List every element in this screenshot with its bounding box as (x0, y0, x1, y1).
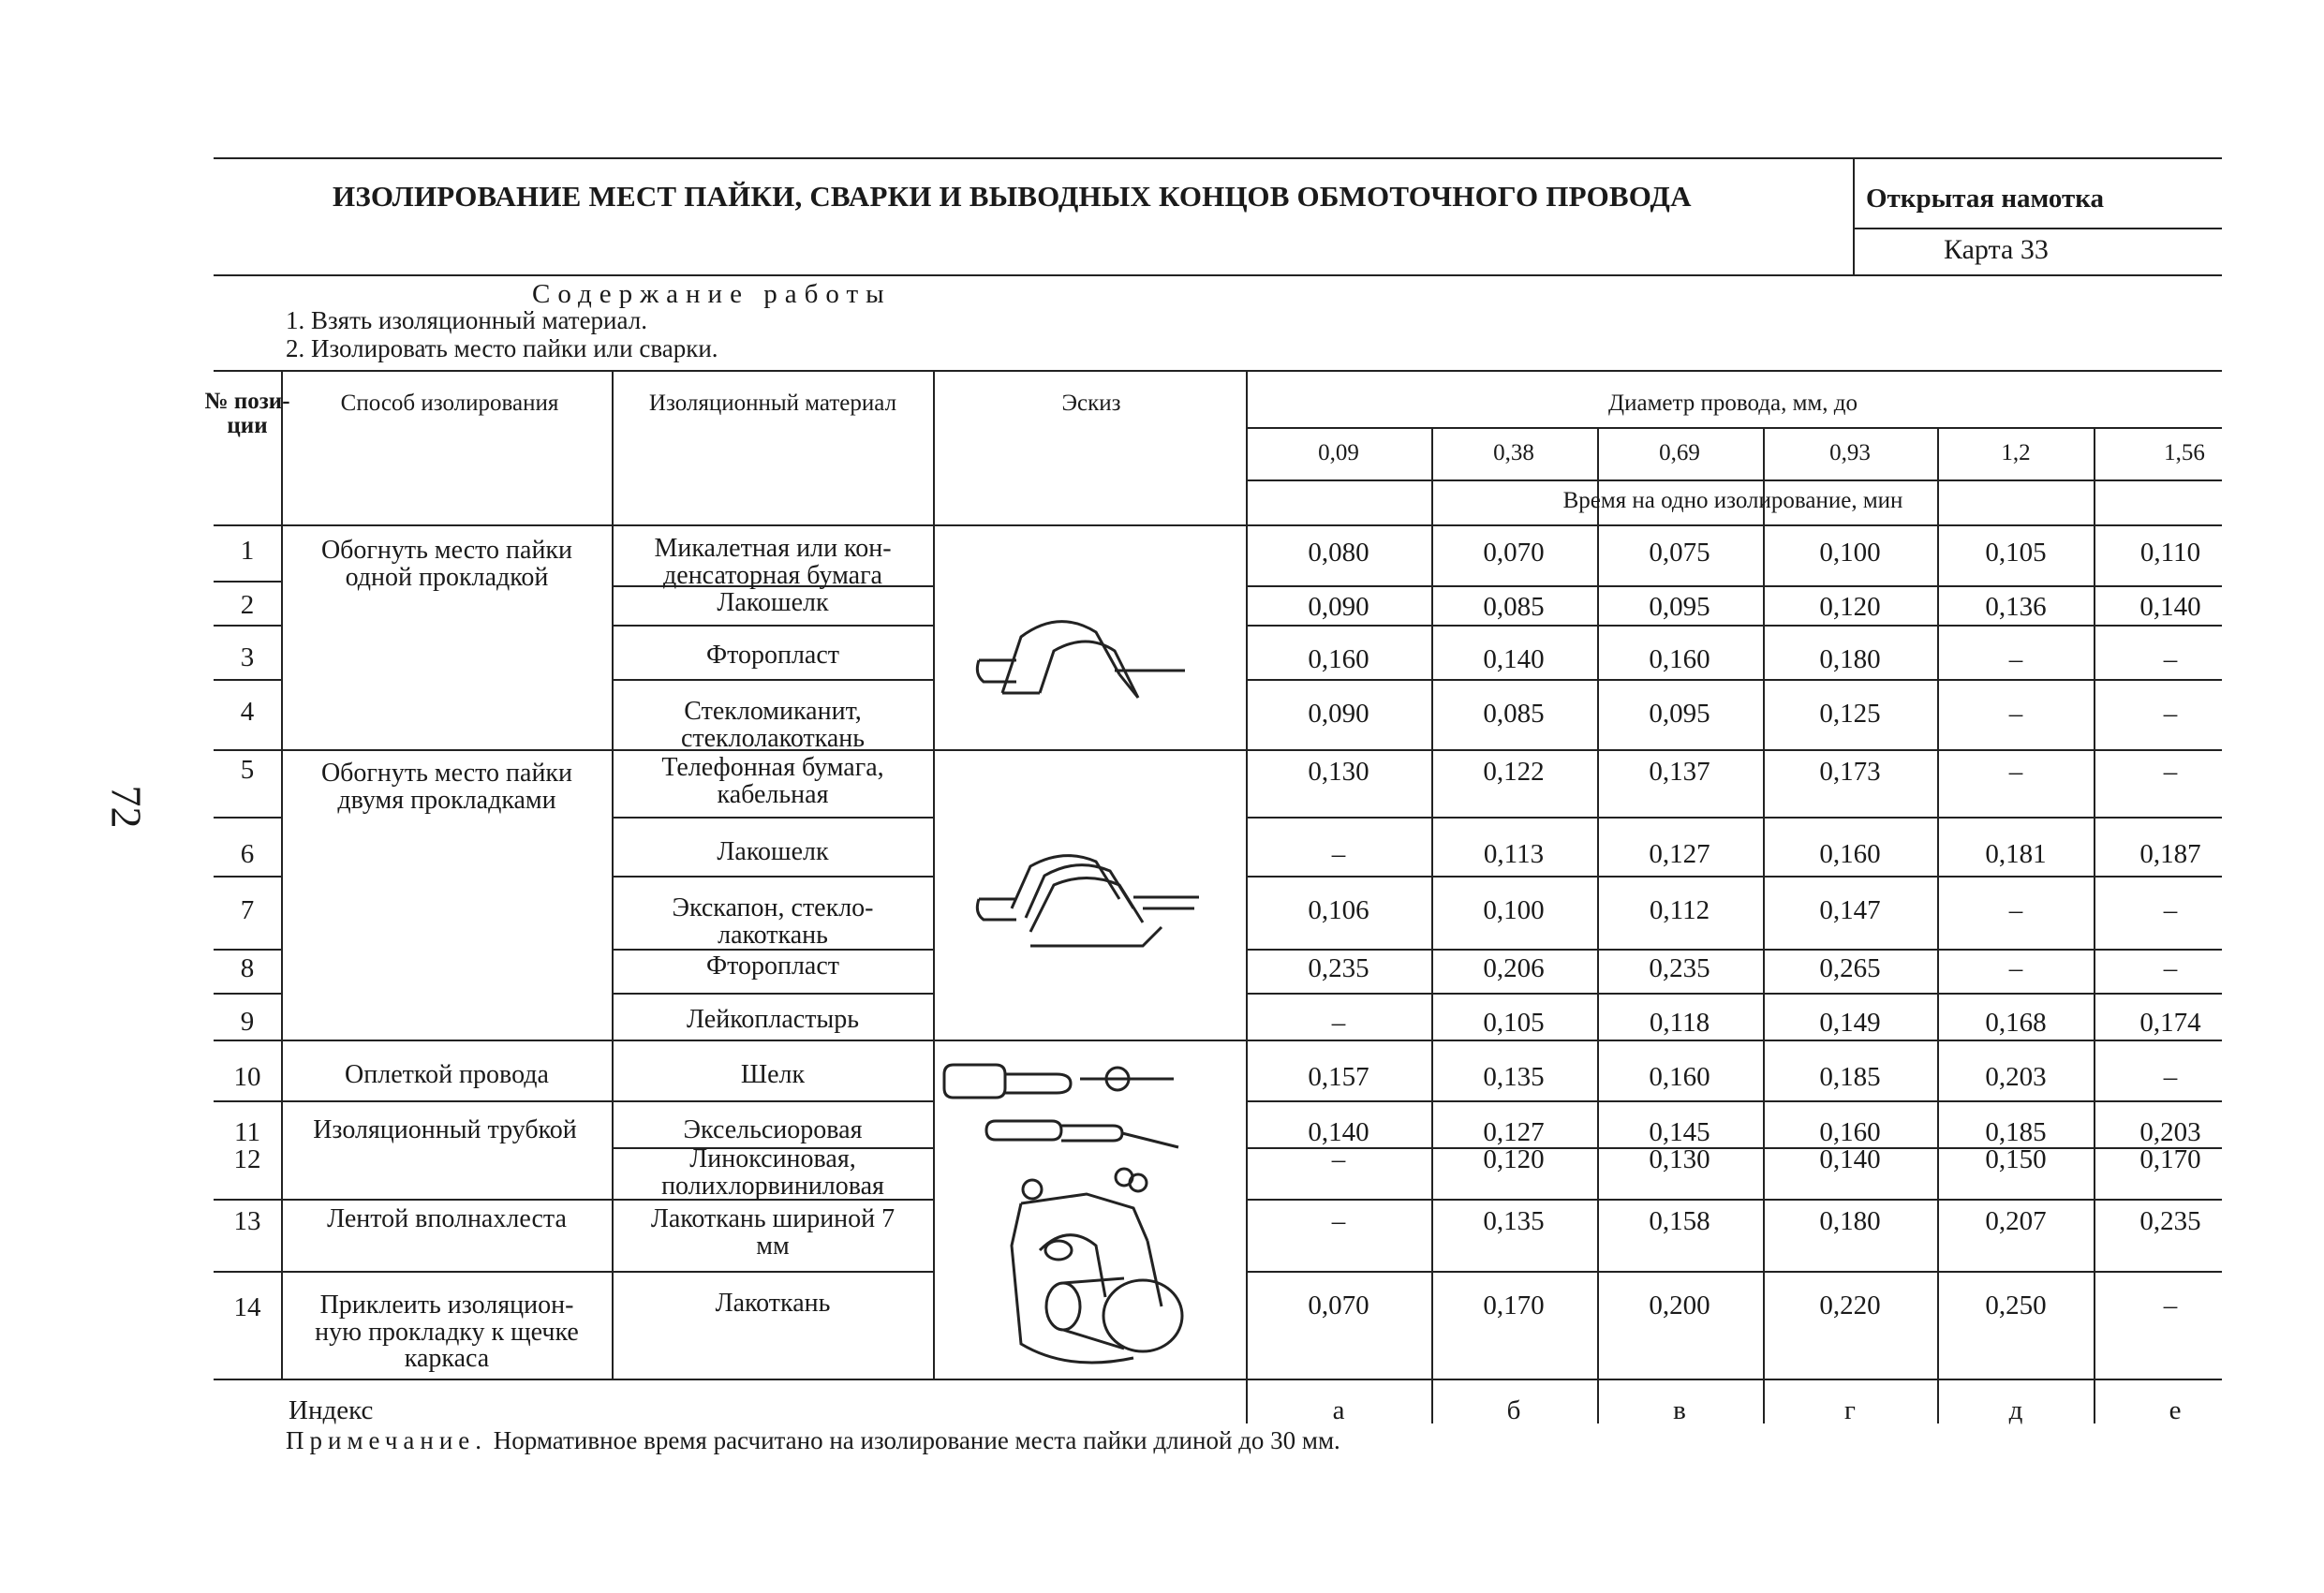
header-position: № пози- ции (204, 389, 290, 439)
time-value: 0,200 (1649, 1291, 1710, 1320)
material-cell: Микалетная или кон- денсаторная бумага (654, 534, 892, 590)
position-number: 9 (240, 1007, 255, 1037)
row-rule (612, 1040, 933, 1041)
time-value: 0,127 (1649, 839, 1710, 869)
row-rule (1246, 817, 2222, 819)
row-rule (1246, 625, 2222, 627)
time-value: 0,173 (1819, 757, 1881, 787)
time-value: 0,095 (1649, 592, 1710, 622)
method-cell: Изоляционный трубкой (313, 1115, 577, 1144)
row-rule (281, 1100, 612, 1102)
row-rule (1246, 993, 2222, 995)
time-value: 0,085 (1483, 699, 1545, 729)
row-rule (214, 1271, 281, 1273)
table-bottom-rule (214, 1379, 2222, 1380)
row-rule (612, 1271, 933, 1273)
time-value: 0,130 (1308, 757, 1369, 787)
time-value: 0,125 (1819, 699, 1881, 729)
row-rule (1246, 1199, 2222, 1201)
braid-tube-sketch (940, 1046, 1183, 1149)
time-value: 0,265 (1819, 953, 1881, 983)
row-rule (214, 876, 281, 878)
row-rule (281, 1271, 612, 1273)
time-value: 0,120 (1819, 592, 1881, 622)
row-rule (214, 1100, 281, 1102)
time-value: 0,105 (1483, 1008, 1545, 1038)
time-value: 0,235 (1308, 953, 1369, 983)
time-value: – (1331, 1206, 1346, 1236)
time-value: 0,174 (2139, 1008, 2201, 1038)
row-rule (1246, 585, 2222, 587)
position-number: 10 (233, 1062, 261, 1092)
index-letter: б (1506, 1395, 1521, 1425)
col-rule (1246, 370, 1248, 1423)
material-cell: Лейкопластырь (686, 1005, 860, 1034)
header-diameter: Диаметр провода, мм, до (1608, 391, 1858, 416)
row-rule (1246, 679, 2222, 681)
row-rule (612, 817, 933, 819)
time-value: 0,160 (1649, 1062, 1710, 1092)
header-right-divider (1853, 228, 2222, 229)
time-value: 0,235 (1649, 953, 1710, 983)
time-value: 0,185 (1819, 1062, 1881, 1092)
method-cell: Оплеткой провода (345, 1060, 549, 1089)
time-value: 0,080 (1308, 538, 1369, 568)
time-value: 0,090 (1308, 592, 1369, 622)
time-value: – (2008, 644, 2023, 674)
time-value: – (2008, 895, 2023, 925)
time-value: 0,085 (1483, 592, 1545, 622)
method-cell: Приклеить изоляцион- ную прокладку к щечке каркаса (315, 1291, 579, 1374)
time-value: 0,070 (1483, 538, 1545, 568)
row-rule (1246, 749, 2222, 751)
row-rule (612, 993, 933, 995)
material-cell: Линоксиновая, полихлорвиниловая (661, 1144, 884, 1201)
row-rule (214, 1199, 281, 1201)
row-rule (612, 625, 933, 627)
page-number: 72 (102, 785, 151, 829)
index-letter: д (2008, 1395, 2023, 1425)
time-value: – (2008, 699, 2023, 729)
time-value: 0,137 (1649, 757, 1710, 787)
time-value: – (2163, 644, 2178, 674)
time-value: – (2163, 757, 2178, 787)
position-number: 8 (240, 953, 255, 983)
position-number: 3 (240, 642, 255, 672)
col-rule (1763, 427, 1765, 1423)
row-rule (1246, 1040, 2222, 1041)
position-number: 11 (234, 1117, 260, 1147)
row-rule (281, 749, 612, 751)
work-step: 1. Взять изоляционный материал. (286, 306, 647, 334)
row-rule (281, 1040, 612, 1041)
time-value: 0,140 (2139, 592, 2201, 622)
col-rule (2094, 427, 2095, 1423)
time-value: 0,158 (1649, 1206, 1710, 1236)
row-rule (214, 1040, 281, 1041)
header-method: Способ изолирования (340, 391, 559, 416)
time-value: – (2163, 1291, 2178, 1320)
table-top-rule (214, 370, 2222, 372)
coil-frame-sketch (984, 1157, 1218, 1372)
time-value: – (2008, 757, 2023, 787)
time-value: – (2163, 953, 2178, 983)
index-label: Индекс (289, 1395, 374, 1425)
sketch-rule (933, 1040, 1246, 1041)
time-value: 0,160 (1308, 644, 1369, 674)
material-cell: Эксельсиоровая (683, 1115, 863, 1144)
time-value: 0,206 (1483, 953, 1545, 983)
row-rule (214, 993, 281, 995)
time-value: 0,105 (1985, 538, 2047, 568)
double-gasket-sketch (974, 843, 1208, 955)
row-rule (1246, 876, 2222, 878)
time-value: 0,140 (1308, 1117, 1369, 1147)
row-rule (1246, 1271, 2222, 1273)
time-value: 0,075 (1649, 538, 1710, 568)
diameter-value: 1,56 (2164, 440, 2205, 465)
col-rule (1937, 427, 1939, 1423)
time-value: 0,250 (1985, 1291, 2047, 1320)
time-value: 0,120 (1483, 1144, 1545, 1174)
index-letter: е (2169, 1395, 2182, 1425)
method-cell: Обогнуть место пайки двумя прокладками (320, 759, 573, 815)
row-rule (214, 949, 281, 951)
position-number: 4 (240, 697, 255, 727)
index-letter: г (1844, 1395, 1856, 1425)
material-cell: Шелк (740, 1060, 806, 1089)
time-value: 0,130 (1649, 1144, 1710, 1174)
diam-rule (1246, 427, 2222, 429)
row-rule (214, 679, 281, 681)
header-top-rule (214, 157, 2222, 159)
position-number: 13 (233, 1206, 261, 1236)
time-value: 0,070 (1308, 1291, 1369, 1320)
header-bottom-rule (214, 274, 2222, 276)
time-value: 0,113 (1483, 839, 1545, 869)
work-content-title: Содержание работы (532, 279, 892, 309)
time-value: 0,147 (1819, 895, 1881, 925)
header-end-rule (214, 524, 2222, 526)
row-rule (214, 817, 281, 819)
header-material: Изоляционный материал (648, 391, 897, 416)
position-number: 7 (240, 895, 255, 925)
time-value: – (2163, 1062, 2178, 1092)
time-value: 0,095 (1649, 699, 1710, 729)
time-value: 0,136 (1985, 592, 2047, 622)
position-number: 2 (240, 590, 255, 620)
time-value: 0,203 (2139, 1117, 2201, 1147)
header-sketch: Эскиз (1061, 391, 1121, 416)
diameter-value: 0,09 (1318, 440, 1359, 465)
position-number: 6 (240, 839, 255, 869)
time-value: 0,118 (1649, 1008, 1710, 1038)
single-gasket-sketch (974, 609, 1199, 712)
time-value: 0,181 (1985, 839, 2047, 869)
position-number: 1 (240, 536, 255, 566)
row-rule (214, 581, 281, 583)
time-value: 0,187 (2139, 839, 2201, 869)
diameter-value: 0,69 (1659, 440, 1700, 465)
row-rule (612, 679, 933, 681)
time-value: 0,100 (1819, 538, 1881, 568)
row-rule (214, 749, 281, 751)
time-value: 0,180 (1819, 1206, 1881, 1236)
material-cell: Экскапон, стекло- лакоткань (672, 893, 874, 950)
header-vertical-divider (1853, 157, 1855, 275)
time-value: 0,170 (1483, 1291, 1545, 1320)
time-value: – (1331, 839, 1346, 869)
time-value: 0,203 (1985, 1062, 2047, 1092)
time-value: 0,140 (1819, 1144, 1881, 1174)
sketch-rule (933, 749, 1246, 751)
method-cell: Обогнуть место пайки одной прокладкой (320, 536, 573, 592)
row-rule (214, 625, 281, 627)
time-value: 0,135 (1483, 1062, 1545, 1092)
index-letter: а (1332, 1395, 1345, 1425)
time-value: – (2163, 699, 2178, 729)
time-value: – (1331, 1144, 1346, 1174)
diameter-value: 0,38 (1493, 440, 1534, 465)
time-value: 0,090 (1308, 699, 1369, 729)
time-value: 0,135 (1483, 1206, 1545, 1236)
time-rule (1246, 479, 2222, 481)
time-value: 0,168 (1985, 1008, 2047, 1038)
row-rule (612, 1100, 933, 1102)
time-value: 0,160 (1649, 644, 1710, 674)
time-value: 0,149 (1819, 1008, 1881, 1038)
time-value: 0,220 (1819, 1291, 1881, 1320)
material-cell: Лакошелк (717, 588, 829, 617)
col-rule (281, 370, 283, 1379)
diameter-value: 1,2 (2001, 440, 2031, 465)
material-cell: Лакоткань (715, 1289, 831, 1318)
time-value: 0,150 (1985, 1144, 2047, 1174)
diameter-value: 0,93 (1829, 440, 1871, 465)
time-value: 0,110 (2139, 538, 2201, 568)
material-cell: Лакоткань шириной 7 мм (650, 1204, 896, 1261)
time-value: 0,157 (1308, 1062, 1369, 1092)
method-cell: Лентой вполнахлеста (327, 1204, 567, 1233)
col-rule (612, 370, 614, 1379)
row-rule (281, 1199, 612, 1201)
time-value: – (1331, 1008, 1346, 1038)
time-value: 0,100 (1483, 895, 1545, 925)
position-number: 12 (233, 1144, 261, 1174)
time-value: 0,145 (1649, 1117, 1710, 1147)
work-step: 2. Изолировать место пайки или сварки. (286, 334, 718, 362)
page-title: ИЗОЛИРОВАНИЕ МЕСТ ПАЙКИ, СВАРКИ И ВЫВОДНЫХ КОНЦОВ ОБМОТОЧНОГО ПРОВОДА (333, 180, 1692, 213)
time-value: 0,140 (1483, 644, 1545, 674)
material-cell: Телефонная бумага, кабельная (661, 753, 884, 809)
time-value: 0,207 (1985, 1206, 2047, 1236)
time-value: 0,122 (1483, 757, 1545, 787)
col-rule (1597, 427, 1599, 1423)
time-value: 0,160 (1819, 839, 1881, 869)
col-rule (1431, 427, 1433, 1423)
time-value: 0,106 (1308, 895, 1369, 925)
time-value: – (2008, 953, 2023, 983)
material-cell: Фторопласт (705, 641, 840, 670)
row-rule (1246, 949, 2222, 951)
index-letter: в (1673, 1395, 1686, 1425)
time-value: 0,235 (2139, 1206, 2201, 1236)
material-cell: Лакошелк (717, 837, 829, 866)
card-number: Карта 33 (1944, 234, 2049, 265)
note (286, 1426, 1340, 1455)
note-text: Нормативное время расчитано на изолирование места пайки длиной до 30 мм. (493, 1426, 1340, 1454)
row-rule (1246, 1147, 2222, 1149)
time-value: 0,170 (2139, 1144, 2201, 1174)
row-rule (612, 876, 933, 878)
position-number: 14 (233, 1292, 261, 1322)
time-value: 0,160 (1819, 1117, 1881, 1147)
material-cell: Стекломиканит, стеклолакоткань (680, 697, 866, 753)
time-value: 0,112 (1649, 895, 1710, 925)
time-value: 0,185 (1985, 1117, 2047, 1147)
time-value: – (2163, 895, 2178, 925)
section-label: Открытая намотка (1866, 184, 2105, 214)
row-rule (1246, 1100, 2222, 1102)
time-value: 0,127 (1483, 1117, 1545, 1147)
col-rule (933, 370, 935, 1379)
time-value: 0,180 (1819, 644, 1881, 674)
material-cell: Фторопласт (705, 951, 840, 981)
note-label: Примечание. (286, 1426, 488, 1454)
position-number: 5 (240, 755, 255, 785)
header-time: Время на одно изолирование, мин (1562, 488, 1903, 513)
